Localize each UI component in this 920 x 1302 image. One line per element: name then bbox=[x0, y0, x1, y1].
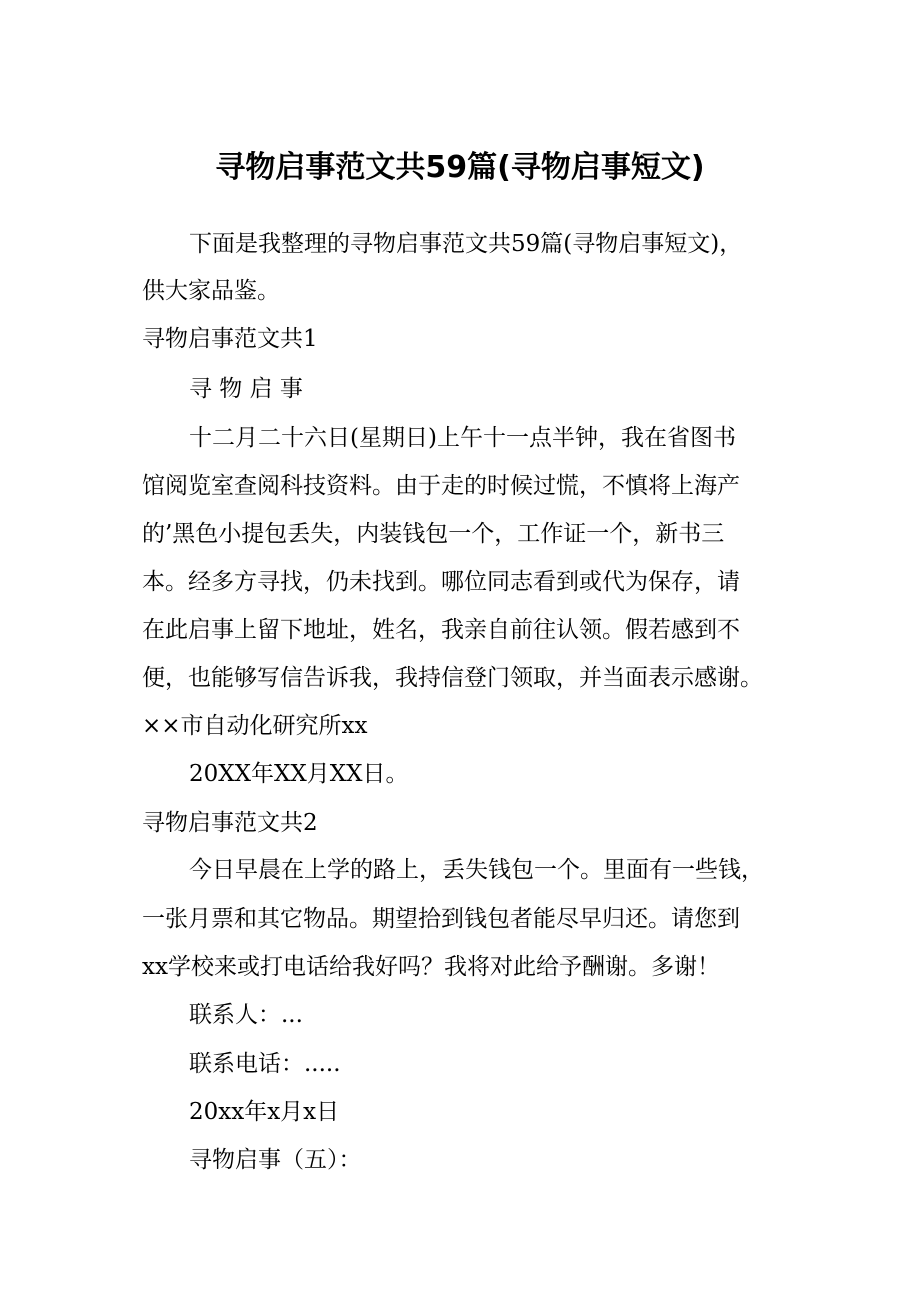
section-2-heading: 寻物启事范文共2 bbox=[142, 810, 318, 836]
section-1-signature: ××市自动化研究所xx bbox=[142, 713, 368, 739]
section-1-body-line: 本。经多方寻找，仍未找到。哪位同志看到或代为保存，请 bbox=[142, 569, 740, 595]
section-1-date: 20XX年XX月XX日。 bbox=[189, 761, 409, 787]
section-3-heading: 寻物启事（五）： bbox=[189, 1147, 362, 1173]
section-1-body-line: 便，也能够写信告诉我，我持信登门领取，并当面表示感谢。 bbox=[142, 665, 763, 691]
section-2-contact-phone: 联系电话：..... bbox=[189, 1051, 341, 1077]
document-title: 寻物启事范文共59篇(寻物启事短文) bbox=[215, 150, 705, 185]
section-2-body-line: 一张月票和其它物品。期望拾到钱包者能尽早归还。请您到 bbox=[142, 906, 740, 932]
section-1-body-line: 十二月二十六日(星期日)上午十一点半钟，我在省图书 bbox=[189, 425, 736, 451]
section-1-body-line: 馆阅览室查阅科技资料。由于走的时候过慌，不慎将上海产 bbox=[142, 473, 740, 499]
section-1-heading: 寻物启事范文共1 bbox=[142, 326, 318, 352]
section-1-notice-title: 寻 物 启 事 bbox=[189, 376, 303, 402]
section-1-body-line: 的’黑色小提包丢失，内装钱包一个，工作证一个，新书三 bbox=[142, 521, 725, 547]
section-2-contact-person: 联系人：... bbox=[189, 1002, 303, 1028]
section-1-body-line: 在此启事上留下地址，姓名，我亲自前往认领。假若感到不 bbox=[142, 617, 740, 643]
section-2-date: 20xx年x月x日 bbox=[189, 1099, 340, 1125]
section-2-body-line: 今日早晨在上学的路上，丢失钱包一个。里面有一些钱， bbox=[189, 857, 764, 883]
intro-line-1: 下面是我整理的寻物启事范文共59篇(寻物启事短文)， bbox=[189, 231, 743, 257]
section-2-body-line: xx学校来或打电话给我好吗？我将对此给予酬谢。多谢！ bbox=[142, 954, 720, 980]
intro-line-2: 供大家品鉴。 bbox=[142, 278, 280, 304]
